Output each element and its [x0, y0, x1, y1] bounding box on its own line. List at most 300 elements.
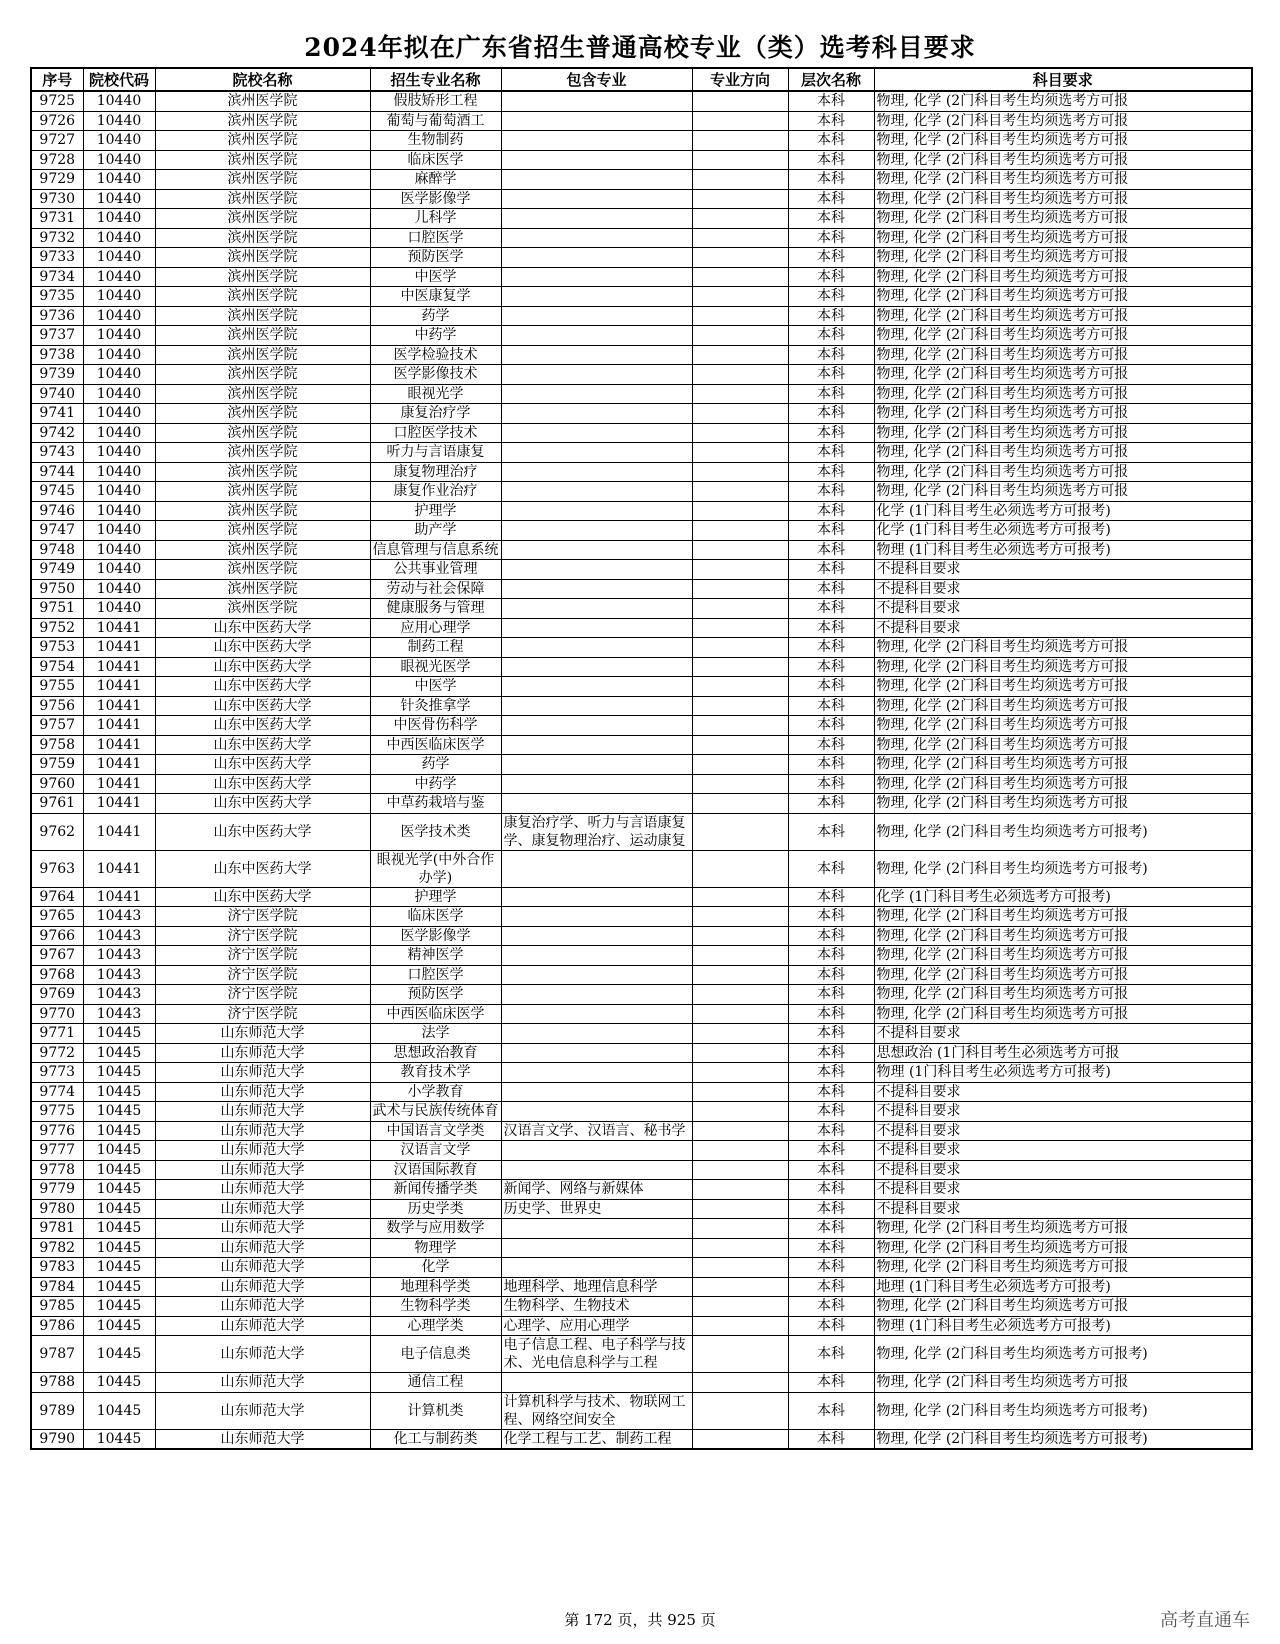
cell-school-code: 10440: [83, 423, 155, 443]
cell-major-name: 电子信息类: [370, 1336, 501, 1373]
cell-subject-requirement: 物理, 化学 (2门科目考生均须选考方可报: [874, 716, 1252, 736]
cell-level: 本科: [788, 443, 874, 463]
cell-major-name: 康复作业治疗: [370, 482, 501, 502]
cell-major-name: 针灸推拿学: [370, 696, 501, 716]
cell-school-name: 山东师范大学: [155, 1392, 370, 1429]
cell-subject-requirement: 不提科目要求: [874, 1121, 1252, 1141]
cell-seq: 9768: [31, 965, 83, 985]
table-row: [31, 423, 1252, 443]
cell-subject-requirement: 不提科目要求: [874, 560, 1252, 580]
cell-major-name: 临床医学: [370, 150, 501, 170]
cell-major-name: 眼视光学: [370, 384, 501, 404]
cell-school-code: 10440: [83, 462, 155, 482]
cell-subject-requirement: 不提科目要求: [874, 1141, 1252, 1161]
cell-level: 本科: [788, 579, 874, 599]
cell-level: 本科: [788, 985, 874, 1005]
cell-school-name: 山东中医药大学: [155, 850, 370, 887]
cell-subject-requirement: 物理, 化学 (2门科目考生均须选考方可报: [874, 384, 1252, 404]
cell-subject-requirement: 物理, 化学 (2门科目考生均须选考方可报: [874, 638, 1252, 658]
cell-school-code: 10445: [83, 1429, 155, 1449]
cell-included-majors: [501, 794, 692, 814]
cell-school-name: 济宁医学院: [155, 965, 370, 985]
cell-school-name: 山东师范大学: [155, 1180, 370, 1200]
cell-school-code: 10440: [83, 306, 155, 326]
cell-included-majors: [501, 91, 692, 111]
cell-major-name: 历史学类: [370, 1199, 501, 1219]
cell-level: 本科: [788, 1392, 874, 1429]
cell-subject-requirement: 物理, 化学 (2门科目考生均须选考方可报: [874, 965, 1252, 985]
cell-school-name: 滨州医学院: [155, 521, 370, 541]
cell-school-code: 10441: [83, 755, 155, 775]
cell-seq: 9747: [31, 521, 83, 541]
cell-seq: 9787: [31, 1336, 83, 1373]
table-row: [31, 813, 1252, 850]
cell-major-direction: [692, 287, 788, 307]
cell-school-code: 10443: [83, 926, 155, 946]
table-row: [31, 560, 1252, 580]
cell-level: 本科: [788, 423, 874, 443]
cell-level: 本科: [788, 794, 874, 814]
cell-school-code: 10440: [83, 326, 155, 346]
cell-subject-requirement: 物理, 化学 (2门科目考生均须选考方可报: [874, 696, 1252, 716]
table-row: [31, 462, 1252, 482]
cell-school-name: 滨州医学院: [155, 443, 370, 463]
cell-major-name: 口腔医学: [370, 228, 501, 248]
cell-school-name: 滨州医学院: [155, 209, 370, 229]
cell-major-direction: [692, 755, 788, 775]
cell-level: 本科: [788, 907, 874, 927]
cell-school-code: 10440: [83, 248, 155, 268]
cell-included-majors: [501, 657, 692, 677]
table-row: [31, 946, 1252, 966]
cell-seq: 9740: [31, 384, 83, 404]
cell-major-direction: [692, 985, 788, 1005]
cell-school-code: 10440: [83, 345, 155, 365]
cell-school-code: 10445: [83, 1180, 155, 1200]
cell-included-majors: [501, 501, 692, 521]
cell-major-name: 中医康复学: [370, 287, 501, 307]
cell-included-majors: [501, 326, 692, 346]
cell-major-direction: [692, 850, 788, 887]
cell-school-code: 10441: [83, 850, 155, 887]
cell-major-direction: [692, 696, 788, 716]
cell-seq: 9763: [31, 850, 83, 887]
cell-school-name: 山东师范大学: [155, 1316, 370, 1336]
cell-level: 本科: [788, 926, 874, 946]
cell-major-direction: [692, 1219, 788, 1239]
cell-included-majors: [501, 1102, 692, 1122]
cell-seq: 9736: [31, 306, 83, 326]
cell-major-name: 中国语言文学类: [370, 1121, 501, 1141]
cell-seq: 9759: [31, 755, 83, 775]
cell-school-name: 滨州医学院: [155, 267, 370, 287]
cell-school-name: 山东中医药大学: [155, 677, 370, 697]
cell-school-code: 10440: [83, 267, 155, 287]
cell-level: 本科: [788, 1102, 874, 1122]
cell-school-code: 10443: [83, 907, 155, 927]
cell-seq: 9741: [31, 404, 83, 424]
cell-subject-requirement: 不提科目要求: [874, 1082, 1252, 1102]
table-row: [31, 267, 1252, 287]
cell-included-majors: [501, 1219, 692, 1239]
cell-seq: 9738: [31, 345, 83, 365]
cell-school-name: 滨州医学院: [155, 384, 370, 404]
cell-subject-requirement: 不提科目要求: [874, 1199, 1252, 1219]
cell-school-code: 10441: [83, 677, 155, 697]
cell-major-name: 听力与言语康复: [370, 443, 501, 463]
cell-seq: 9762: [31, 813, 83, 850]
cell-school-code: 10445: [83, 1199, 155, 1219]
cell-included-majors: [501, 985, 692, 1005]
table-header-row: [31, 68, 1252, 91]
table-row: [31, 345, 1252, 365]
cell-major-direction: [692, 521, 788, 541]
cell-seq: 9739: [31, 365, 83, 385]
cell-seq: 9772: [31, 1043, 83, 1063]
cell-subject-requirement: 物理, 化学 (2门科目考生均须选考方可报: [874, 131, 1252, 151]
cell-seq: 9774: [31, 1082, 83, 1102]
cell-included-majors: [501, 150, 692, 170]
table-row: [31, 1336, 1252, 1373]
cell-subject-requirement: 物理, 化学 (2门科目考生均须选考方可报考): [874, 1392, 1252, 1429]
cell-school-name: 山东中医药大学: [155, 638, 370, 658]
cell-school-name: 济宁医学院: [155, 1004, 370, 1024]
cell-subject-requirement: 物理, 化学 (2门科目考生均须选考方可报: [874, 1004, 1252, 1024]
cell-school-code: 10441: [83, 813, 155, 850]
cell-seq: 9760: [31, 774, 83, 794]
cell-major-name: 中医学: [370, 267, 501, 287]
cell-included-majors: [501, 287, 692, 307]
cell-major-direction: [692, 443, 788, 463]
cell-school-code: 10445: [83, 1258, 155, 1278]
cell-major-direction: [692, 907, 788, 927]
cell-major-name: 药学: [370, 306, 501, 326]
cell-school-code: 10440: [83, 384, 155, 404]
cell-major-name: 儿科学: [370, 209, 501, 229]
cell-included-majors: [501, 521, 692, 541]
cell-level: 本科: [788, 1277, 874, 1297]
cell-subject-requirement: 物理, 化学 (2门科目考生均须选考方可报: [874, 1219, 1252, 1239]
cell-major-name: 医学技术类: [370, 813, 501, 850]
cell-major-name: 化学: [370, 1258, 501, 1278]
cell-subject-requirement: 化学 (1门科目考生必须选考方可报考): [874, 521, 1252, 541]
cell-school-code: 10440: [83, 599, 155, 619]
cell-major-name: 中医骨伤科学: [370, 716, 501, 736]
cell-subject-requirement: 物理, 化学 (2门科目考生均须选考方可报: [874, 91, 1252, 111]
table-row: [31, 755, 1252, 775]
cell-school-code: 10445: [83, 1297, 155, 1317]
cell-major-name: 地理科学类: [370, 1277, 501, 1297]
table-row: [31, 501, 1252, 521]
table-row: [31, 189, 1252, 209]
cell-seq: 9727: [31, 131, 83, 151]
cell-level: 本科: [788, 1219, 874, 1239]
cell-major-direction: [692, 482, 788, 502]
cell-school-name: 山东中医药大学: [155, 774, 370, 794]
cell-major-name: 健康服务与管理: [370, 599, 501, 619]
cell-subject-requirement: 物理, 化学 (2门科目考生均须选考方可报: [874, 170, 1252, 190]
cell-major-name: 小学教育: [370, 1082, 501, 1102]
cell-school-code: 10445: [83, 1373, 155, 1393]
cell-school-name: 济宁医学院: [155, 907, 370, 927]
cell-subject-requirement: 不提科目要求: [874, 1102, 1252, 1122]
cell-school-code: 10440: [83, 91, 155, 111]
cell-subject-requirement: 物理, 化学 (2门科目考生均须选考方可报: [874, 209, 1252, 229]
cell-school-name: 山东中医药大学: [155, 696, 370, 716]
cell-major-direction: [692, 965, 788, 985]
cell-seq: 9761: [31, 794, 83, 814]
table-row: [31, 170, 1252, 190]
cell-level: 本科: [788, 1121, 874, 1141]
cell-level: 本科: [788, 657, 874, 677]
cell-school-code: 10445: [83, 1277, 155, 1297]
cell-school-name: 山东师范大学: [155, 1373, 370, 1393]
cell-level: 本科: [788, 1160, 874, 1180]
table-row: [31, 1043, 1252, 1063]
cell-major-name: 口腔医学技术: [370, 423, 501, 443]
cell-included-majors: [501, 1004, 692, 1024]
cell-included-majors: [501, 946, 692, 966]
cell-school-code: 10445: [83, 1121, 155, 1141]
cell-seq: 9777: [31, 1141, 83, 1161]
cell-seq: 9773: [31, 1063, 83, 1083]
cell-major-name: 预防医学: [370, 248, 501, 268]
watermark-text: 高考直通车: [1160, 1610, 1250, 1631]
table-row: [31, 1121, 1252, 1141]
cell-included-majors: [501, 248, 692, 268]
cell-school-name: 济宁医学院: [155, 926, 370, 946]
cell-included-majors: [501, 384, 692, 404]
table-row: [31, 850, 1252, 887]
table-row: [31, 965, 1252, 985]
cell-level: 本科: [788, 696, 874, 716]
cell-major-direction: [692, 384, 788, 404]
cell-seq: 9743: [31, 443, 83, 463]
table-row: [31, 443, 1252, 463]
cell-included-majors: [501, 560, 692, 580]
cell-subject-requirement: 物理, 化学 (2门科目考生均须选考方可报: [874, 189, 1252, 209]
cell-seq: 9770: [31, 1004, 83, 1024]
cell-major-name: 假肢矫形工程: [370, 91, 501, 111]
cell-major-direction: [692, 111, 788, 131]
cell-major-direction: [692, 170, 788, 190]
cell-school-code: 10445: [83, 1392, 155, 1429]
cell-included-majors: 新闻学、网络与新媒体: [501, 1180, 692, 1200]
cell-school-code: 10445: [83, 1043, 155, 1063]
cell-subject-requirement: 物理, 化学 (2门科目考生均须选考方可报: [874, 150, 1252, 170]
cell-major-direction: [692, 1316, 788, 1336]
cell-subject-requirement: 不提科目要求: [874, 618, 1252, 638]
cell-major-direction: [692, 1180, 788, 1200]
cell-seq: 9751: [31, 599, 83, 619]
cell-school-name: 山东师范大学: [155, 1024, 370, 1044]
cell-seq: 9737: [31, 326, 83, 346]
cell-major-name: 口腔医学: [370, 965, 501, 985]
cell-subject-requirement: 地理 (1门科目考生必须选考方可报考): [874, 1277, 1252, 1297]
cell-level: 本科: [788, 326, 874, 346]
cell-major-name: 眼视光学(中外合作办学): [370, 850, 501, 887]
cell-school-name: 滨州医学院: [155, 365, 370, 385]
cell-level: 本科: [788, 1316, 874, 1336]
cell-major-direction: [692, 91, 788, 111]
cell-school-name: 山东师范大学: [155, 1238, 370, 1258]
cell-major-direction: [692, 365, 788, 385]
table-row: [31, 150, 1252, 170]
cell-major-name: 中西医临床医学: [370, 735, 501, 755]
cell-level: 本科: [788, 813, 874, 850]
cell-school-name: 济宁医学院: [155, 946, 370, 966]
cell-school-name: 滨州医学院: [155, 228, 370, 248]
cell-included-majors: [501, 1063, 692, 1083]
cell-school-name: 滨州医学院: [155, 560, 370, 580]
cell-seq: 9785: [31, 1297, 83, 1317]
cell-major-direction: [692, 345, 788, 365]
column-header-subject-requirement: 科目要求: [874, 68, 1252, 91]
cell-major-direction: [692, 1373, 788, 1393]
cell-level: 本科: [788, 1373, 874, 1393]
table-row: [31, 365, 1252, 385]
cell-level: 本科: [788, 774, 874, 794]
cell-included-majors: [501, 638, 692, 658]
table-row: [31, 1277, 1252, 1297]
cell-school-name: 山东中医药大学: [155, 794, 370, 814]
cell-school-code: 10441: [83, 774, 155, 794]
cell-included-majors: [501, 1258, 692, 1278]
cell-seq: 9744: [31, 462, 83, 482]
cell-seq: 9767: [31, 946, 83, 966]
cell-major-name: 眼视光医学: [370, 657, 501, 677]
table-row: [31, 677, 1252, 697]
cell-school-name: 滨州医学院: [155, 131, 370, 151]
cell-included-majors: [501, 1024, 692, 1044]
cell-major-name: 制药工程: [370, 638, 501, 658]
cell-major-name: 化工与制药类: [370, 1429, 501, 1449]
cell-included-majors: [501, 926, 692, 946]
cell-level: 本科: [788, 1238, 874, 1258]
cell-major-direction: [692, 887, 788, 907]
cell-subject-requirement: 物理, 化学 (2门科目考生均须选考方可报: [874, 1238, 1252, 1258]
cell-major-direction: [692, 1004, 788, 1024]
cell-major-name: 葡萄与葡萄酒工: [370, 111, 501, 131]
cell-level: 本科: [788, 345, 874, 365]
cell-seq: 9734: [31, 267, 83, 287]
cell-major-direction: [692, 189, 788, 209]
table-row: [31, 1180, 1252, 1200]
cell-seq: 9730: [31, 189, 83, 209]
cell-school-name: 山东师范大学: [155, 1082, 370, 1102]
cell-included-majors: [501, 1373, 692, 1393]
cell-school-code: 10445: [83, 1238, 155, 1258]
cell-school-code: 10440: [83, 131, 155, 151]
cell-major-direction: [692, 1297, 788, 1317]
cell-subject-requirement: 物理, 化学 (2门科目考生均须选考方可报: [874, 365, 1252, 385]
table-row: [31, 1160, 1252, 1180]
cell-seq: 9729: [31, 170, 83, 190]
cell-included-majors: [501, 1141, 692, 1161]
table-row: [31, 735, 1252, 755]
cell-school-name: 滨州医学院: [155, 91, 370, 111]
table-body: [31, 91, 1252, 1449]
cell-included-majors: [501, 618, 692, 638]
table-row: [31, 228, 1252, 248]
cell-major-name: 中西医临床医学: [370, 1004, 501, 1024]
cell-subject-requirement: 物理, 化学 (2门科目考生均须选考方可报: [874, 111, 1252, 131]
cell-level: 本科: [788, 365, 874, 385]
cell-major-direction: [692, 462, 788, 482]
cell-seq: 9786: [31, 1316, 83, 1336]
cell-major-name: 武术与民族传统体育: [370, 1102, 501, 1122]
cell-subject-requirement: 物理, 化学 (2门科目考生均须选考方可报: [874, 926, 1252, 946]
cell-included-majors: [501, 755, 692, 775]
table-row: [31, 887, 1252, 907]
cell-school-code: 10445: [83, 1024, 155, 1044]
cell-school-code: 10441: [83, 794, 155, 814]
table-row: [31, 696, 1252, 716]
cell-seq: 9776: [31, 1121, 83, 1141]
cell-level: 本科: [788, 1141, 874, 1161]
cell-level: 本科: [788, 946, 874, 966]
cell-major-name: 医学影像技术: [370, 365, 501, 385]
cell-school-code: 10440: [83, 521, 155, 541]
cell-level: 本科: [788, 384, 874, 404]
cell-level: 本科: [788, 501, 874, 521]
cell-level: 本科: [788, 1180, 874, 1200]
cell-level: 本科: [788, 1336, 874, 1373]
table-row: [31, 1429, 1252, 1449]
cell-major-direction: [692, 774, 788, 794]
cell-level: 本科: [788, 599, 874, 619]
cell-major-direction: [692, 735, 788, 755]
cell-subject-requirement: 物理, 化学 (2门科目考生均须选考方可报: [874, 267, 1252, 287]
cell-seq: 9779: [31, 1180, 83, 1200]
cell-school-name: 山东师范大学: [155, 1297, 370, 1317]
cell-level: 本科: [788, 150, 874, 170]
cell-seq: 9735: [31, 287, 83, 307]
cell-school-code: 10440: [83, 482, 155, 502]
cell-level: 本科: [788, 1258, 874, 1278]
cell-subject-requirement: 不提科目要求: [874, 1160, 1252, 1180]
cell-included-majors: 电子信息工程、电子科学与技术、光电信息科学与工程: [501, 1336, 692, 1373]
cell-level: 本科: [788, 170, 874, 190]
table-row: [31, 1238, 1252, 1258]
cell-school-name: 济宁医学院: [155, 985, 370, 1005]
cell-subject-requirement: 物理, 化学 (2门科目考生均须选考方可报: [874, 443, 1252, 463]
cell-major-name: 预防医学: [370, 985, 501, 1005]
cell-major-name: 计算机类: [370, 1392, 501, 1429]
cell-school-name: 滨州医学院: [155, 540, 370, 560]
cell-seq: 9745: [31, 482, 83, 502]
cell-school-code: 10443: [83, 985, 155, 1005]
cell-major-direction: [692, 579, 788, 599]
table-row: [31, 716, 1252, 736]
cell-major-direction: [692, 209, 788, 229]
cell-school-name: 山东中医药大学: [155, 887, 370, 907]
cell-subject-requirement: 物理, 化学 (2门科目考生均须选考方可报: [874, 946, 1252, 966]
cell-major-direction: [692, 150, 788, 170]
cell-major-direction: [692, 677, 788, 697]
cell-level: 本科: [788, 111, 874, 131]
cell-level: 本科: [788, 755, 874, 775]
cell-major-direction: [692, 926, 788, 946]
cell-major-name: 通信工程: [370, 1373, 501, 1393]
cell-major-name: 中药学: [370, 774, 501, 794]
table-row: [31, 599, 1252, 619]
table-row: [31, 384, 1252, 404]
cell-seq: 9775: [31, 1102, 83, 1122]
table-row: [31, 1063, 1252, 1083]
cell-school-code: 10445: [83, 1102, 155, 1122]
cell-school-code: 10445: [83, 1219, 155, 1239]
